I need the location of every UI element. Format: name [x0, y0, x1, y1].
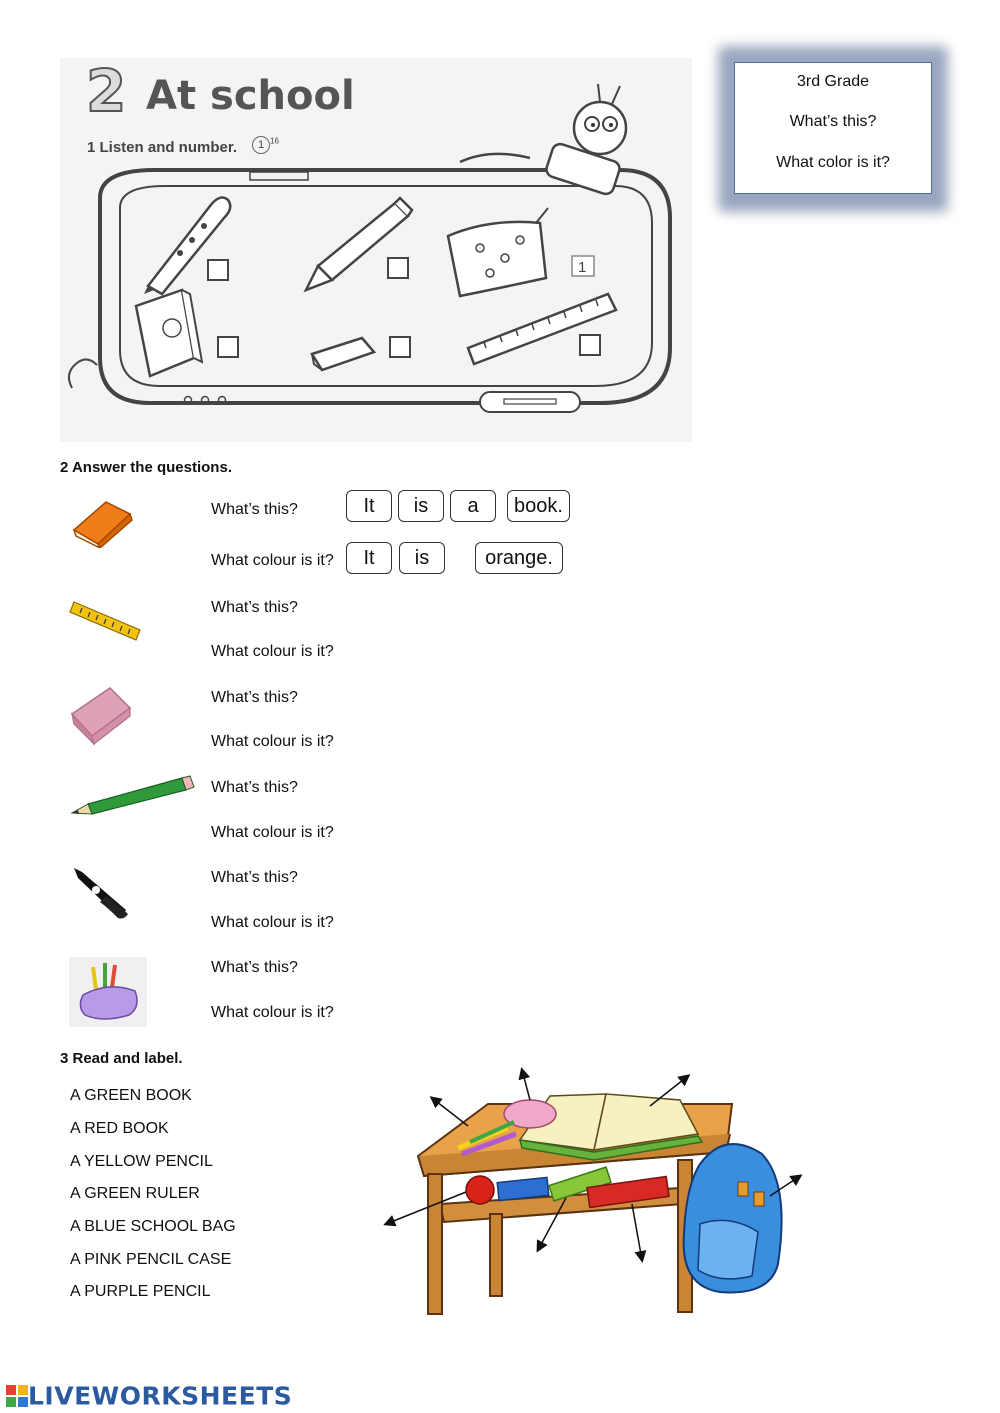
label-option[interactable]: A PURPLE PENCIL: [70, 1283, 211, 1300]
question-whats-this-2: What’s this?: [211, 599, 298, 616]
track-sup: 16: [270, 136, 279, 146]
answer-box[interactable]: It: [346, 542, 392, 574]
answer-box[interactable]: is: [398, 490, 444, 522]
green-pencil-icon: [70, 774, 196, 818]
label-option[interactable]: A GREEN RULER: [70, 1185, 200, 1202]
answer-box[interactable]: a: [450, 490, 496, 522]
logo-squares-icon: [6, 1385, 28, 1407]
eraser-drawing: [312, 338, 374, 370]
question-colour-3: What colour is it?: [211, 733, 334, 750]
pencil-number-box[interactable]: [388, 258, 408, 278]
brand-name: LIVEWORKSHEETS: [28, 1381, 293, 1411]
unit-number: 2: [86, 57, 127, 125]
question-colour-4: What colour is it?: [211, 824, 334, 841]
question-whats-this-3: What’s this?: [211, 689, 298, 706]
book-number-box[interactable]: [218, 337, 238, 357]
desk-illustration: [380, 1064, 810, 1324]
question-whats-this-4: What’s this?: [211, 779, 298, 796]
answer-box[interactable]: orange.: [475, 542, 563, 574]
answer-box[interactable]: book.: [507, 490, 570, 522]
question-whats-this-5: What’s this?: [211, 869, 298, 886]
exercise2-title: 2 Answer the questions.: [60, 459, 232, 476]
question-whats-this-6: What’s this?: [211, 959, 298, 976]
label-option[interactable]: A YELLOW PENCIL: [70, 1153, 213, 1170]
ruler-number-box[interactable]: [580, 335, 600, 355]
info-question-1: What’s this?: [789, 113, 877, 130]
question-colour-6: What colour is it?: [211, 1004, 334, 1021]
info-question-2: What color is it?: [776, 154, 890, 171]
info-box: [734, 62, 932, 194]
pencil-case-drawing: [448, 208, 548, 296]
unit-title: At school: [146, 73, 355, 119]
robot-character: [460, 84, 626, 196]
book-drawing: [136, 290, 202, 376]
exercise3-title: 3 Read and label.: [60, 1050, 183, 1067]
pink-eraser-icon: [68, 684, 134, 746]
yellow-ruler-icon: [68, 594, 144, 644]
purple-pencil-case-icon: [69, 957, 147, 1027]
answer-box[interactable]: is: [399, 542, 445, 574]
label-option[interactable]: A BLUE SCHOOL BAG: [70, 1218, 236, 1235]
black-pen-icon: [70, 864, 132, 922]
question-colour-1: What colour is it?: [211, 552, 334, 569]
eraser-number-box[interactable]: [390, 337, 410, 357]
track-number: 1: [252, 136, 270, 154]
exercise1-title: 1 Listen and number.: [87, 139, 238, 156]
pen-number-box[interactable]: [208, 260, 228, 280]
question-colour-5: What colour is it?: [211, 914, 334, 931]
info-grade: 3rd Grade: [796, 73, 870, 90]
audio-track-badge[interactable]: [252, 136, 279, 154]
question-whats-this-1: What’s this?: [211, 501, 298, 518]
label-option[interactable]: A PINK PENCIL CASE: [70, 1251, 232, 1268]
question-colour-2: What colour is it?: [211, 643, 334, 660]
liveworksheets-logo: [6, 1380, 292, 1411]
pencil-case-number: 1: [578, 259, 587, 276]
orange-book-icon: [70, 500, 134, 548]
label-option[interactable]: A RED BOOK: [70, 1120, 169, 1137]
answer-box[interactable]: It: [346, 490, 392, 522]
label-option[interactable]: A GREEN BOOK: [70, 1087, 192, 1104]
